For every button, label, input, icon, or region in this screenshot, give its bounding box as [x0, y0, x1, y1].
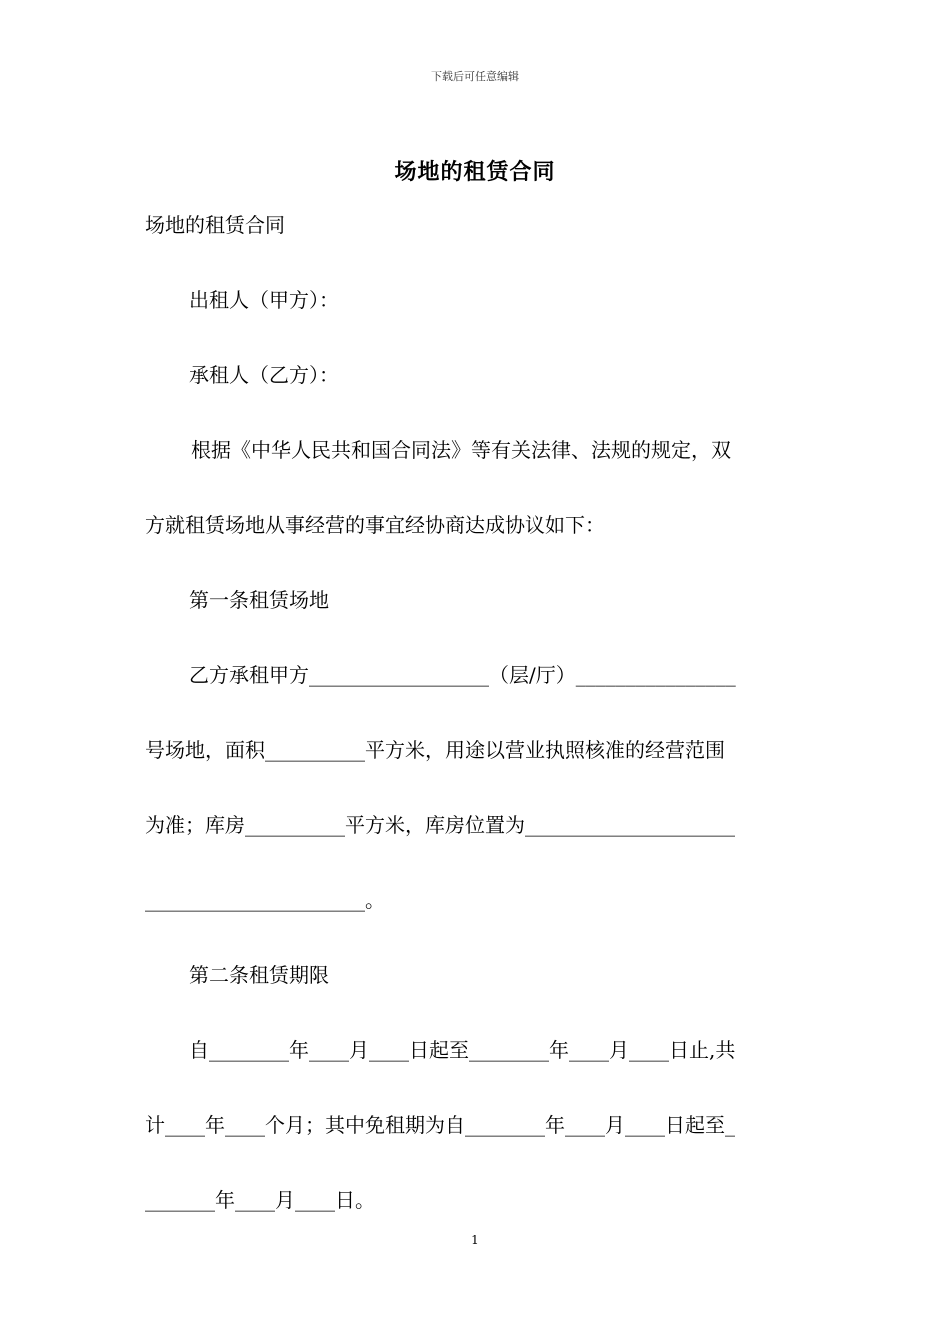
paragraph-line: 自________年____月____日起至________年____月____日止,共 — [189, 1038, 736, 1062]
paragraph-line: 乙方承租甲方__________________（层/厅）________________ — [189, 663, 736, 687]
paragraph-line: 为准；库房__________平方米，库房位置为_____________________ — [145, 813, 735, 837]
article-heading: 第一条租赁场地 — [189, 588, 329, 612]
paragraph-line: _______年____月____日。 — [145, 1188, 375, 1212]
paragraph-line: 计____年____个月；其中免租期为自________年____月____日起至_ — [145, 1113, 735, 1137]
page-header: 下载后可任意编辑 — [431, 70, 519, 83]
document-title: 场地的租赁合同 — [394, 159, 556, 185]
paragraph-line: 根据《中华人民共和国合同法》等有关法律、法规的规定，双 — [191, 438, 731, 462]
subtitle-line: 场地的租赁合同 — [145, 213, 285, 237]
paragraph-line: 方就租赁场地从事经营的事宜经协商达成协议如下： — [145, 513, 605, 537]
lessor-line: 出租人（甲方）： — [189, 288, 339, 312]
paragraph-line: 号场地，面积__________平方米，用途以营业执照核准的经营范围 — [145, 738, 725, 762]
article-heading: 第二条租赁期限 — [189, 963, 329, 987]
page-number: 1 — [471, 1233, 479, 1247]
lessee-line: 承租人（乙方）： — [189, 363, 339, 387]
paragraph-line: ______________________。 — [145, 888, 385, 912]
